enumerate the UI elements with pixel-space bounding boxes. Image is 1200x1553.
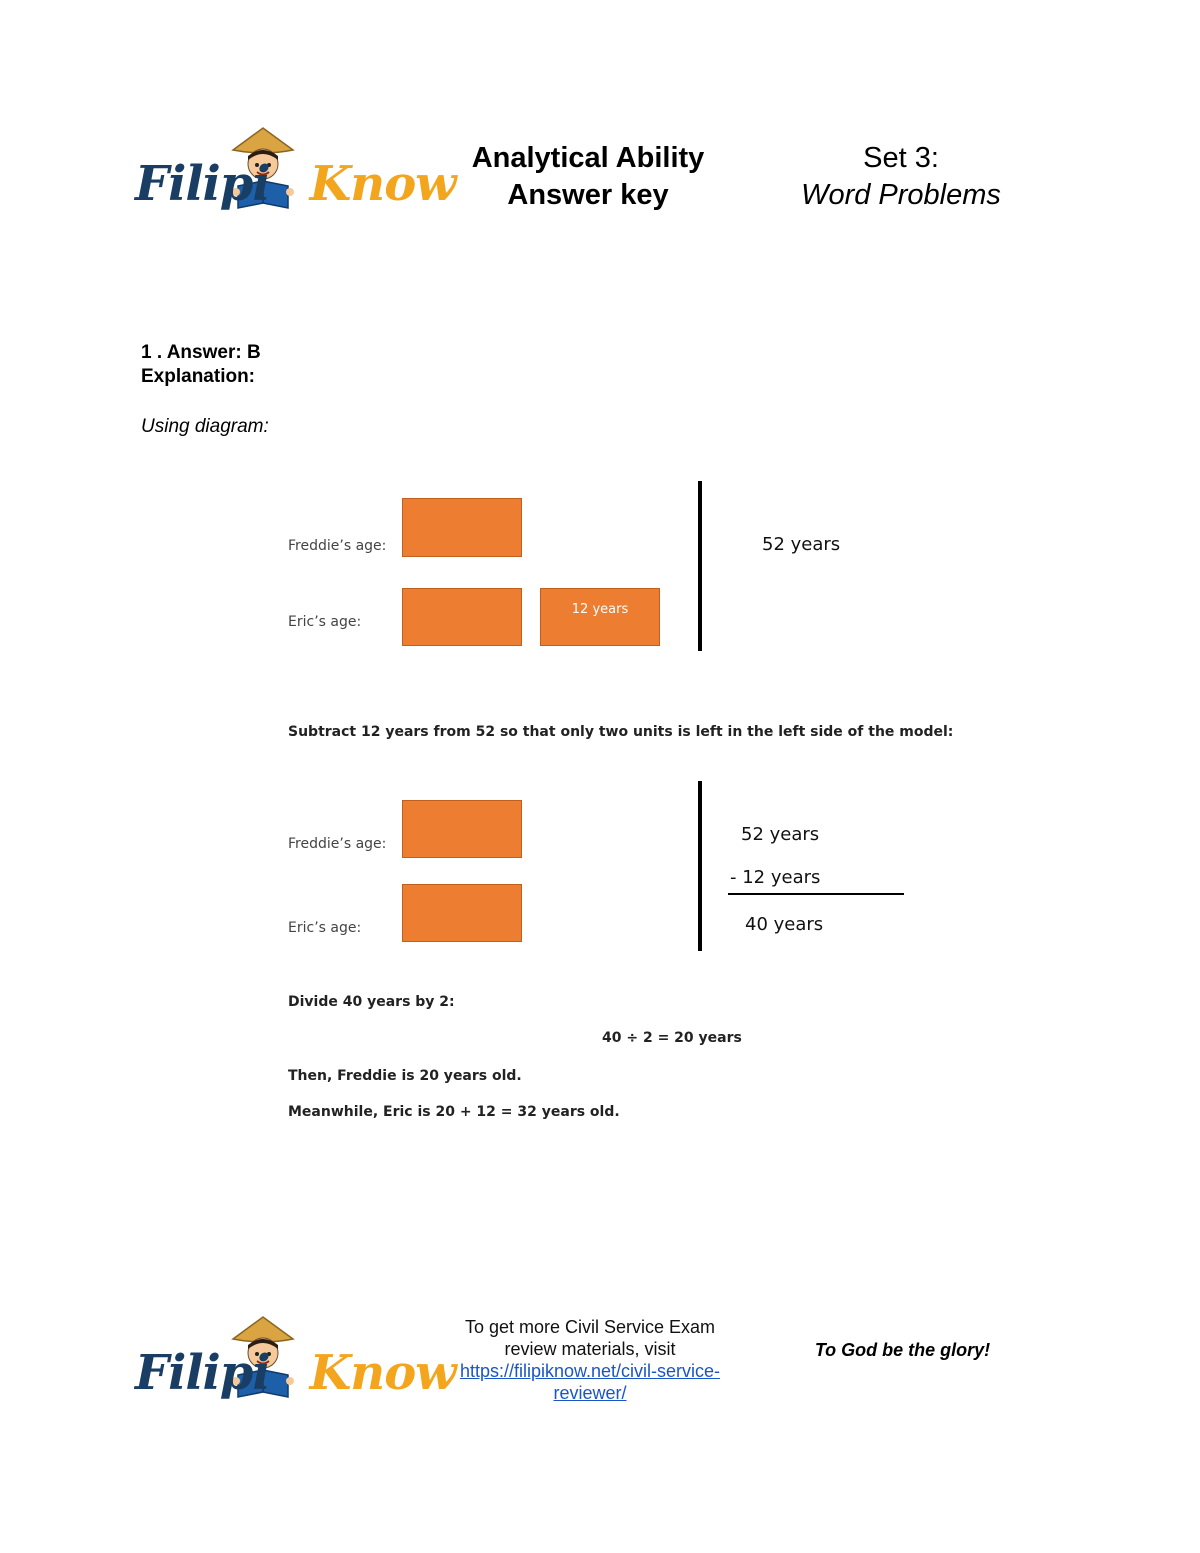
subtract-instruction: Subtract 12 years from 52 so that only two units is left in the left side of the model: xyxy=(288,724,954,740)
freddie-age-label-2: Freddie’s age: xyxy=(288,836,387,852)
subtraction-line-2: - 12 years xyxy=(730,867,821,888)
explanation-label: Explanation: xyxy=(141,366,256,387)
freddie-result: Then, Freddie is 20 years old. xyxy=(288,1068,522,1084)
eric-result: Meanwhile, Eric is 20 + 12 = 32 years old. xyxy=(288,1104,620,1120)
freddie-unit-box xyxy=(402,498,522,557)
question-answer-heading xyxy=(141,341,261,389)
freddie-age-label: Freddie’s age: xyxy=(288,538,387,554)
subtraction-line-1: 52 years xyxy=(741,824,820,845)
subtraction-result: 40 years xyxy=(745,914,824,935)
eric-unit-box-2 xyxy=(402,884,522,942)
divide-instruction: Divide 40 years by 2: xyxy=(288,994,455,1010)
freddie-unit-box-2 xyxy=(402,800,522,858)
divider-bar-2 xyxy=(698,781,702,951)
filipiknow-logo xyxy=(135,124,456,224)
footer-motto: To God be the glory! xyxy=(814,1340,991,1360)
using-diagram-text: Using diagram: xyxy=(141,416,269,437)
answer-label: 1 . Answer: B xyxy=(141,342,261,363)
eric-unit-box xyxy=(402,588,522,646)
extra-12-years-box: 12 years xyxy=(540,588,660,646)
set-title: Set 3: Word Problems xyxy=(801,142,1001,211)
footer-promo: To get more Civil Service Exam review materials, visit https://filipiknow.net/civil-service- reviewer/ xyxy=(459,1317,721,1403)
total-years-label: 52 years xyxy=(762,534,841,555)
divider-bar xyxy=(698,481,702,651)
logo-wordmark: Filipi Know xyxy=(135,156,456,212)
division-equation: 40 ÷ 2 = 20 years xyxy=(602,1030,742,1046)
eric-age-label-2: Eric’s age: xyxy=(288,920,362,936)
filipiknow-logo-footer xyxy=(135,1313,456,1413)
reviewer-link[interactable]: https://filipiknow.net/civil-service- reviewer/ xyxy=(459,1361,721,1403)
document-title: Analytical Ability Answer key xyxy=(471,142,705,211)
eric-age-label: Eric’s age: xyxy=(288,614,362,630)
logo-wordmark: Filipi Know xyxy=(135,1345,456,1401)
subtraction-rule xyxy=(728,893,904,895)
